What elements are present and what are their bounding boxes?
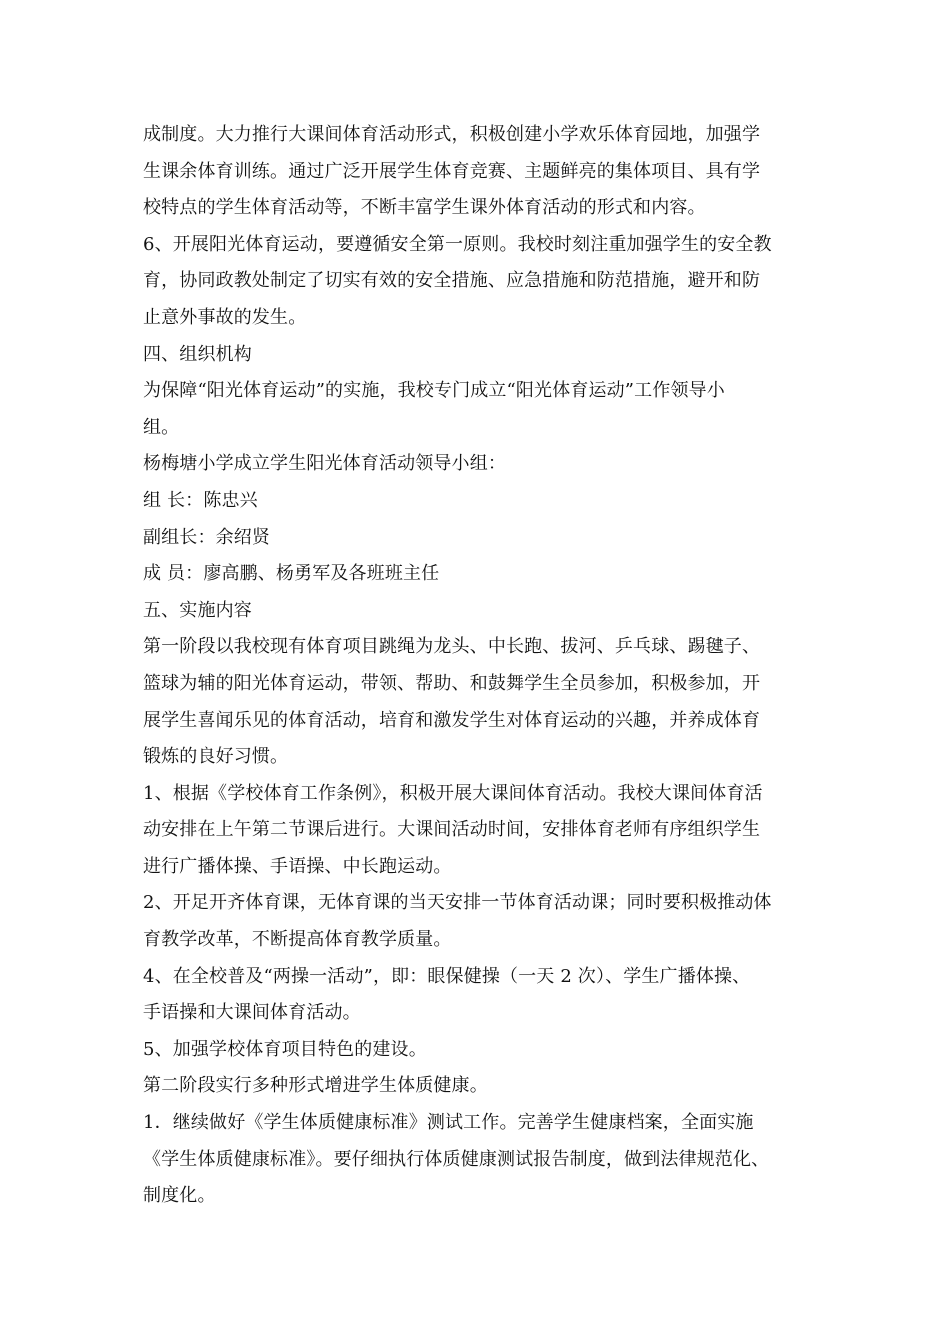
text-line: 杨梅塘小学成立学生阳光体育活动领导小组：	[143, 453, 506, 475]
text-line: 第二阶段实行多种形式增进学生体质健康。	[143, 1075, 488, 1097]
text-line: 手语操和大课间体育活动。	[143, 1002, 361, 1024]
text-line: 1．继续做好《学生体质健康标准》测试工作。完善学生健康档案，全面实施	[143, 1112, 754, 1134]
text-line: 第一阶段以我校现有体育项目跳绳为龙头、中长跑、拔河、乒乓球、踢毽子、	[143, 636, 761, 658]
text-line: 副组长：余绍贤	[143, 526, 271, 548]
text-line: 育教学改革，不断提高体育教学质量。	[143, 929, 452, 951]
text-line: 6、开展阳光体育运动，要遵循安全第一原则。我校时刻注重加强学生的安全教	[143, 233, 772, 255]
text-line: 2、开足开齐体育课，无体育课的当天安排一节体育活动课；同时要积极推动体	[143, 892, 772, 914]
text-line: 篮球为辅的阳光体育运动，带领、帮助、和鼓舞学生全员参加，积极参加，开	[143, 672, 761, 694]
text-line: 生课余体育训练。通过广泛开展学生体育竞赛、主题鲜亮的集体项目、具有学	[143, 160, 761, 182]
text-line: 育，协同政教处制定了切实有效的安全措施、应急措施和防范措施，避开和防	[143, 270, 761, 292]
text-line: 校特点的学生体育活动等，不断丰富学生课外体育活动的形式和内容。	[143, 197, 706, 219]
text-line: 进行广播体操、手语操、中长跑运动。	[143, 855, 452, 877]
text-line: 为保障“阳光体育运动”的实施，我校专门成立“阳光体育运动”工作领导小	[143, 380, 725, 402]
text-line: 成制度。大力推行大课间体育活动形式，积极创建小学欢乐体育园地，加强学	[143, 124, 761, 145]
text-line: 组 长：陈忠兴	[143, 489, 258, 511]
text-line: 5、加强学校体育项目特色的建设。	[143, 1038, 427, 1060]
text-line: 组。	[143, 416, 180, 438]
text-line: 四、组织机构	[143, 343, 252, 365]
text-line: 制度化。	[143, 1185, 216, 1207]
text-line: 1、根据《学校体育工作条例》，积极开展大课间体育活动。我校大课间体育活	[143, 782, 763, 804]
document-body	[143, 117, 823, 1215]
text-line: 锻炼的良好习惯。	[143, 746, 289, 768]
text-line: 展学生喜闻乐见的体育活动，培育和激发学生对体育运动的兴趣，并养成体育	[143, 709, 761, 731]
text-line: 4、在全校普及“两操一活动”，即：眼保健操（一天 2 次）、学生广播体操、	[143, 965, 751, 987]
text-line: 成 员：廖高鹏、杨勇军及各班班主任	[143, 563, 440, 585]
text-line: 动安排在上午第二节课后进行。大课间活动时间，安排体育老师有序组织学生	[143, 819, 761, 841]
text-line: 止意外事故的发生。	[143, 306, 307, 328]
text-line: 《学生体质健康标准》。要仔细执行体质健康测试报告制度，做到法律规范化、	[143, 1148, 770, 1170]
text-line: 五、实施内容	[143, 599, 252, 621]
